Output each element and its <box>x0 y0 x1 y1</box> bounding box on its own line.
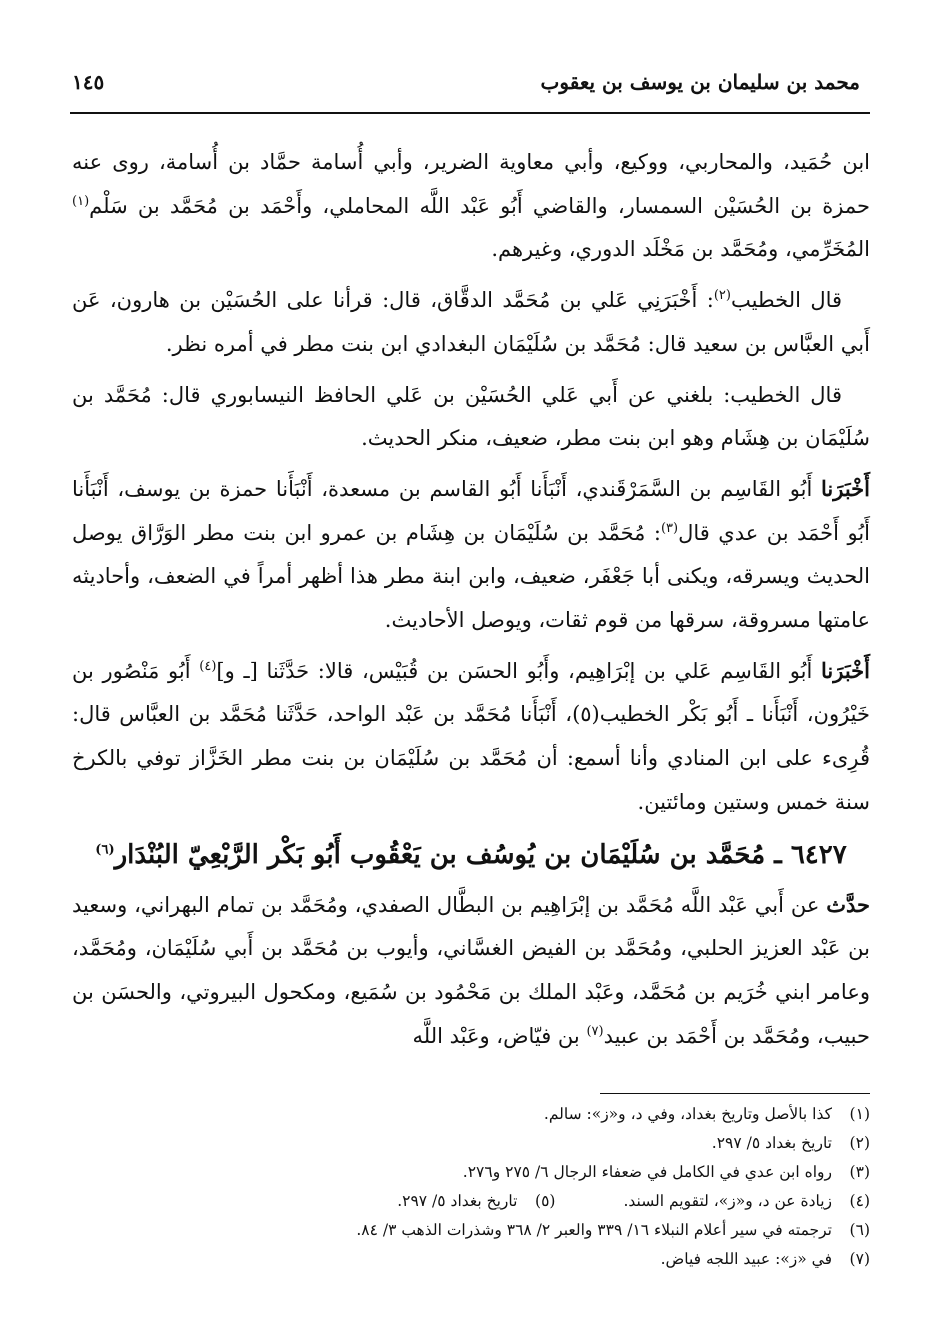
footnote-number: (٢) <box>849 1134 870 1152</box>
footnote <box>80 1245 870 1274</box>
paragraph-lead: أَخْبَرَنا <box>821 475 870 501</box>
paragraph <box>72 373 870 461</box>
footnotes <box>80 1100 870 1274</box>
paragraph-lead: أَخْبَرَنا <box>821 657 870 683</box>
footnote-rule <box>600 1093 870 1094</box>
paragraph-text: أَبُو القَاسِم عَلي بن إبْرَاهِيم، وأَبُو الحسَن بن قُبَيْس، قالا: حَدَّثَنا [ـ و] <box>216 658 822 683</box>
footnote <box>80 1129 870 1158</box>
paragraph-tail: : أَخْبَرَنِي عَلي بن مُحَمَّد الدقَّاق، قال: قرأنا على الحُسَيْن بن هارون، عَن أَبي العبَّاس بن سعيد قال: مُحَمَّد بن سُلَيْمَان البغدادي ابن بنت مطر في أمره نظر. <box>72 288 870 356</box>
paragraph-tail: أَبُو مَنْصُور بن خَيْرُون، أَنْبَأَنا ـ أَبُو بَكْر الخطيب(٥)، أَنْبَأَنا مُحَمَّد بن عَبْد الواحد، حَدَّثَنا مُحَمَّد بن العبَّاس قال: قُرِىء على ابن المنادي وأنا أسمع: أن مُحَمَّد بن سُلَيْمَان بن بنت مطر الخَزَّاز توفي بالكرخ سنة خمس وستين ومائتين. <box>72 658 871 814</box>
footnote-text: كذا بالأصل وتاريخ بغداد، وفي د، و«ز»: سالم. <box>543 1105 832 1123</box>
footnote-number: (٣) <box>849 1163 870 1181</box>
footnote <box>80 1216 870 1245</box>
footnote-ref: (٧) <box>586 1023 604 1039</box>
footnote-text: تاريخ بغداد ٥/ ٢٩٧. <box>397 1192 518 1210</box>
paragraph <box>72 649 870 825</box>
footnote-ref: (٤) <box>199 658 217 674</box>
footnote-text: تاريخ بغداد ٥/ ٢٩٧. <box>711 1134 832 1152</box>
header-rule <box>70 112 870 114</box>
footnote-text: رواه ابن عدي في الكامل في ضعفاء الرجال ٦/ ٢٧٥ و٢٧٦. <box>462 1163 832 1181</box>
paragraph-tail: بن فيّاض، وعَبْد اللَّه <box>412 1023 587 1048</box>
page-number: ١٤٥ <box>72 70 105 94</box>
footnote-number: (٧) <box>849 1250 870 1268</box>
entry-title: ٦٤٢٧ ـ مُحَمَّد بن سُلَيْمَان بن يُوسُف بن يَعْقُوب أَبُو بَكْر الرَّبْعِيّ البُنْدَار <box>114 839 847 870</box>
entry-heading <box>72 833 870 877</box>
running-title: محمد بن سليمان بن يوسف بن يعقوب <box>540 70 860 94</box>
footnote-number: (٤) <box>849 1192 870 1210</box>
footnote <box>80 1187 870 1216</box>
paragraph-text: عن أَبي عَبْد اللَّه مُحَمَّد بن إبْرَاهِيم بن البطَّال الصفدي، ومُحَمَّد بن تمام البهراني، وسعيد بن عَبْد العزيز الحلبي، ومُحَمَّد بن الفيض الغسَّاني، وأيوب بن مُحَمَّد بن أَبي سُلَيْمَان، ومُحَمَّد، وعامر ابني خُرَيم بن مُحَمَّد، وعَبْد الملك بن مَحْمُود بن سُمَيع، ومكحول البيروتي، والحسَن بن حبيب، ومُحَمَّد بن أَحْمَد بن عبيد <box>72 892 870 1048</box>
footnote-text: ترجمته في سير أعلام النبلاء ١٦/ ٣٣٩ والعبر ٢/ ٣٦٨ وشذرات الذهب ٣/ ٨٤. <box>356 1221 832 1239</box>
paragraph <box>72 140 870 272</box>
footnote <box>80 1158 870 1187</box>
entry-paragraph <box>72 883 870 1059</box>
paragraph <box>72 467 870 643</box>
paragraph-text: ابن حُمَيد، والمحاربي، ووكيع، وأبي معاوية الضرير، وأبي أُسامة حمَّاد بن أُسامة، روى عنه حمزة بن الحُسَيْن السمسار، والقاضي أَبُو عَبْد اللَّه المحاملي، وأَحْمَد بن مُحَمَّد بن سَلْم <box>72 150 871 218</box>
paragraph-lead: حدَّث <box>826 891 870 917</box>
paragraph-tail: المُخَرِّمي، ومُحَمَّد بن مَخْلَد الدوري، وغيرهم. <box>491 237 870 262</box>
footnote-number: (٥) <box>535 1192 556 1210</box>
footnote-ref: (٣) <box>660 520 679 536</box>
footnote-text: زيادة عن د، و«ز»، لتقويم السند. <box>623 1192 832 1210</box>
paragraph-text: قال الخطيب: بلغني عن أَبي عَلي الحُسَيْن بن عَلي الحافظ النيسابوري قال: مُحَمَّد بن سُلَيْمَان بن هِشَام وهو ابن بنت مطر، ضعيف، منكر الحديث. <box>72 382 870 451</box>
paragraph-tail: : مُحَمَّد بن سُلَيْمَان بن هِشَام بن عمرو ابن بنت مطر الوَرَّاق يوصل الحديث ويسرقه، ويكنى أبا جَعْفَر، ضعيف، وابن ابنة مطر هذا أظهر أمراً في الضعف، وأحاديثه عامتها مسروقة، سرقها من قوم ثقات، ويوصل الأحاديث. <box>72 520 870 633</box>
footnote-text: في «ز»: عبيد اللجه فياض. <box>660 1250 832 1268</box>
main-text <box>72 140 870 1064</box>
paragraph <box>72 278 870 366</box>
footnote <box>80 1100 870 1129</box>
footnote-ref: (٦) <box>95 841 115 857</box>
footnote-ref: (١) <box>72 193 90 209</box>
footnote-number: (٦) <box>849 1221 870 1239</box>
running-header <box>60 62 870 102</box>
footnote-ref: (٢) <box>713 288 731 304</box>
paragraph-text: قال الخطيب <box>730 288 843 313</box>
footnote-number: (١) <box>849 1105 870 1123</box>
paragraph-text: أَبُو القَاسِم بن السَّمَرْقَندي، أَنْبَأَنا أَبُو القاسم بن مسعدة، أَنْبَأَنا حمزة بن يوسف، أَنْبَأَنا أَبُو أَحْمَد بن عدي قال <box>72 476 870 545</box>
